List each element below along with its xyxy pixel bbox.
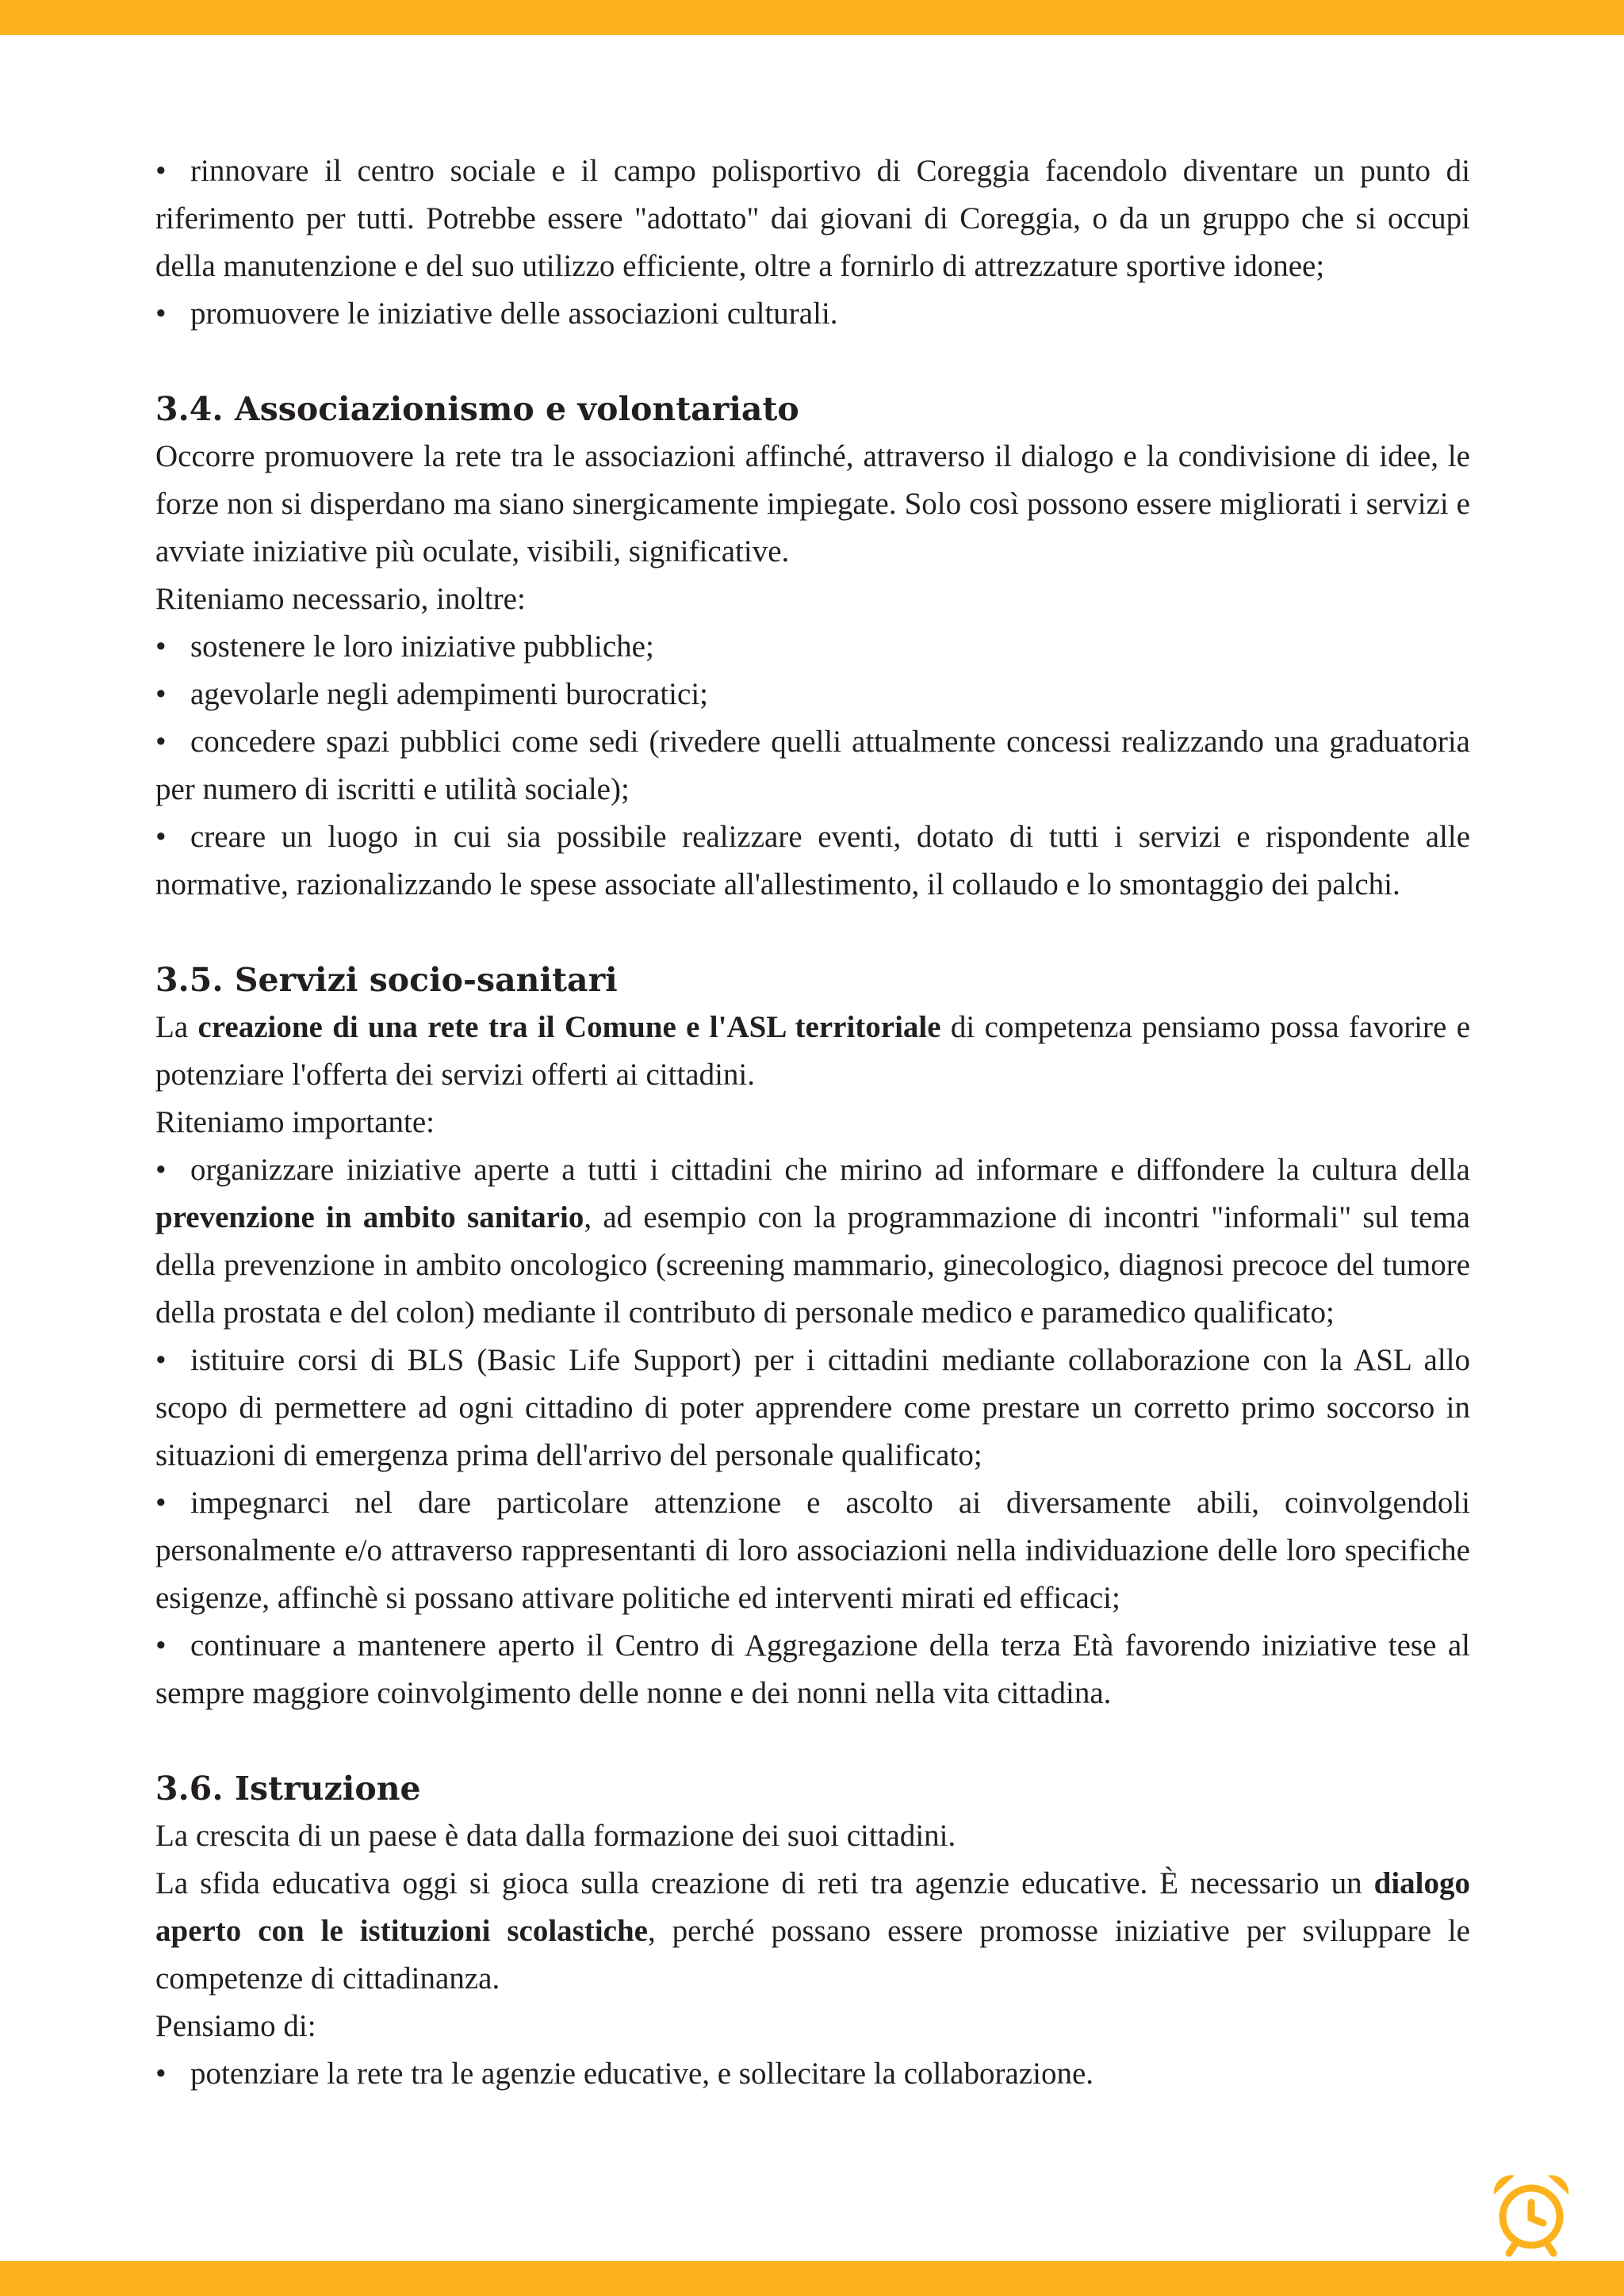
list-item xyxy=(155,623,1470,671)
list-item xyxy=(155,671,1470,718)
section-paragraph xyxy=(155,1860,1470,2003)
section-paragraph: Occorre promuovere la rete tra le associazioni affinché, attraverso il dialogo e la condivisione di idee, le forze non si disperdano ma siano sinergicamente impiegate. Solo così possono essere migliorati i servizi e avviate iniziative più oculate, visibili, significative. xyxy=(155,439,1470,568)
bold-text: dialogo aperto con le istituzioni scolastiche xyxy=(155,1866,1470,1948)
list-item-text: istituire corsi di BLS (Basic Life Support) per i cittadini mediante collaborazione con la ASL allo scopo di permettere ad ogni cittadino di poter apprendere come prestare un corretto primo soccorso in situazioni di emergenza prima dell'arrivo del personale qualificato; xyxy=(155,1343,1470,1472)
list-item-text: sostenere le loro iniziative pubbliche; xyxy=(190,629,654,664)
section-heading-associazionismo: 3.4. Associazionismo e volontariato xyxy=(155,390,799,428)
list-item-text: rinnovare il centro sociale e il campo polisportivo di Coreggia facendolo diventare un punto di riferimento per tutti. Potrebbe essere "adottato" dai giovani di Coreggia, o da un gruppo che si occupi della manutenzione e del suo utilizzo efficiente, oltre a fornirlo di attrezzature sportive idonee; xyxy=(155,154,1470,283)
list-item xyxy=(155,813,1470,909)
bullet-icon: • xyxy=(155,1486,167,1520)
section-lead: Pensiamo di: xyxy=(155,2009,316,2043)
section-paragraph xyxy=(155,1004,1470,1099)
alarm-clock-icon xyxy=(1488,2171,1575,2258)
list-item xyxy=(155,1622,1470,1717)
text-run: , perché possano essere promosse iniziative per sviluppare le competenze di cittadinanza. xyxy=(155,1914,1470,1996)
bold-text: prevenzione in ambito sanitario xyxy=(155,1200,584,1234)
bold-text: creazione di una rete tra il Comune e l'ASL territoriale xyxy=(197,1010,941,1044)
top-accent-band xyxy=(0,0,1624,35)
list-item-text: creare un luogo in cui sia possibile realizzare eventi, dotato di tutti i servizi e rispondente alle normative, razionalizzando le spese associate all'allestimento, il collaudo e lo smontaggio dei palchi. xyxy=(155,820,1470,901)
list-item xyxy=(155,1479,1470,1622)
section-lead: Riteniamo importante: xyxy=(155,1105,435,1139)
bottom-accent-band xyxy=(0,2261,1624,2296)
bullet-icon: • xyxy=(155,677,167,711)
bullet-icon: • xyxy=(155,297,167,331)
bullet-icon: • xyxy=(155,1628,167,1663)
text-run: La sfida educativa oggi si gioca sulla creazione di reti tra agenzie educative. È necessario un xyxy=(155,1866,1374,1900)
text-run: , ad esempio con la programmazione di incontri "informali" sul tema della prevenzione in ambito oncologico (screening mammario, ginecologico, diagnosi precoce del tumore della prostata e del colon) mediante il contributo di personale medico e paramedico qualificato; xyxy=(155,1200,1470,1330)
list-item-text: potenziare la rete tra le agenzie educative, e sollecitare la collaborazione. xyxy=(190,2057,1094,2091)
list-item xyxy=(155,1337,1470,1479)
bullet-icon: • xyxy=(155,725,167,759)
bullet-icon: • xyxy=(155,154,167,188)
list-item-text: impegnarci nel dare particolare attenzione e ascolto ai diversamente abili, coinvolgendoli personalmente e/o attraverso rappresentanti di loro associazioni nella individuazione delle loro specifiche esigenze, affinchè si possano attivare politiche ed interventi mirati ed efficaci; xyxy=(155,1486,1470,1615)
text-run: La xyxy=(155,1010,198,1044)
section-line: La crescita di un paese è data dalla formazione dei suoi cittadini. xyxy=(155,1819,956,1853)
text-run: organizzare iniziative aperte a tutti i cittadini che mirino ad informare e diffondere la cultura della xyxy=(190,1153,1470,1187)
list-item xyxy=(155,718,1470,813)
list-item xyxy=(155,1146,1470,1337)
section-lead: Riteniamo necessario, inoltre: xyxy=(155,582,526,616)
bullet-icon: • xyxy=(155,1343,167,1377)
section-heading-servizi: 3.5. Servizi socio-sanitari xyxy=(155,961,618,999)
list-item-text: promuovere le iniziative delle associazioni culturali. xyxy=(190,297,838,331)
text-run: di competenza pensiamo possa favorire e potenziare l'offerta dei servizi offerti ai cittadini. xyxy=(155,1010,1471,1092)
list-item xyxy=(155,2050,1470,2098)
bullet-icon: • xyxy=(155,2057,167,2091)
list-item-text: agevolarle negli adempimenti burocratici; xyxy=(190,677,708,711)
list-item xyxy=(155,147,1470,290)
bullet-icon: • xyxy=(155,1153,167,1187)
list-item-text: concedere spazi pubblici come sedi (rivedere quelli attualmente concessi realizzando una graduatoria per numero di iscritti e utilità sociale); xyxy=(155,725,1470,806)
list-item xyxy=(155,290,1470,338)
list-item-text: continuare a mantenere aperto il Centro di Aggregazione della terza Età favorendo iniziative tese al sempre maggiore coinvolgimento delle nonne e dei nonni nella vita cittadina. xyxy=(155,1628,1470,1710)
section-heading-istruzione: 3.6. Istruzione xyxy=(155,1770,421,1808)
bullet-icon: • xyxy=(155,629,167,664)
page-content xyxy=(155,147,1470,2098)
bullet-icon: • xyxy=(155,820,167,854)
